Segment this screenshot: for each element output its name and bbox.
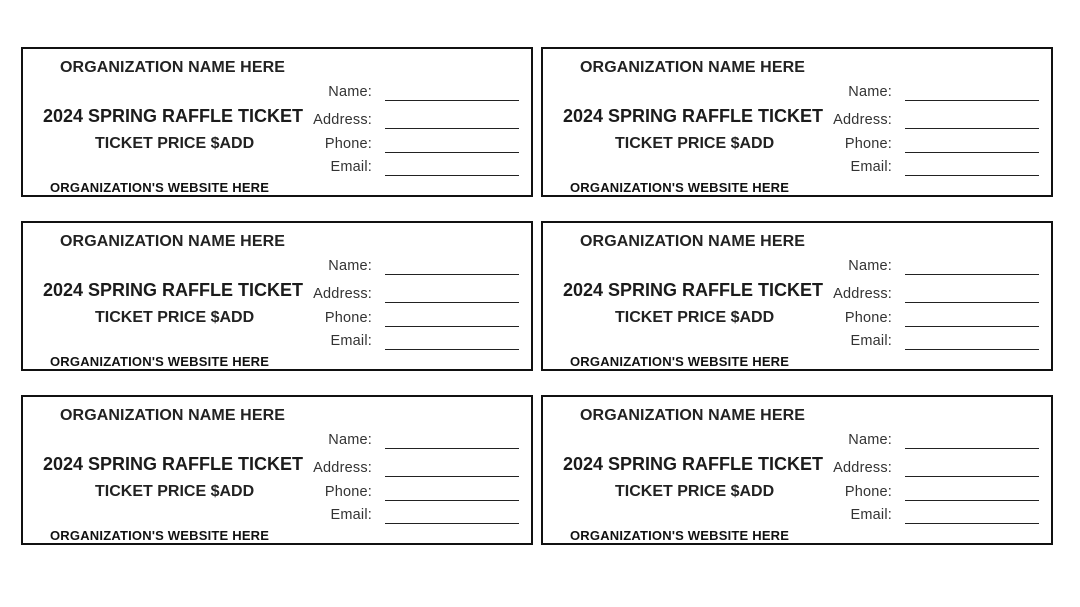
- raffle-title: 2024 SPRING RAFFLE TICKET: [43, 454, 304, 474]
- name-field-line: [385, 100, 519, 101]
- raffle-ticket-3: [21, 221, 533, 371]
- raffle-title: 2024 SPRING RAFFLE TICKET: [563, 454, 824, 474]
- raffle-ticket-1: [21, 47, 533, 197]
- phone-field-line: [385, 500, 519, 501]
- address-label: Address:: [833, 286, 892, 302]
- ticket-price: TICKET PRICE $ADD: [615, 483, 775, 500]
- name-field-line: [905, 100, 1039, 101]
- email-label: Email:: [850, 507, 892, 523]
- phone-label: Phone:: [324, 484, 372, 500]
- organization-website: ORGANIZATION'S WEBSITE HERE: [50, 528, 270, 543]
- address-label: Address:: [313, 112, 372, 128]
- email-field-line: [385, 523, 519, 524]
- phone-field-line: [905, 152, 1039, 153]
- email-field-line: [385, 175, 519, 176]
- ticket-price: TICKET PRICE $ADD: [95, 135, 255, 152]
- name-label: Name:: [848, 432, 892, 448]
- organization-name: ORGANIZATION NAME HERE: [60, 407, 286, 424]
- address-field-line: [385, 128, 519, 129]
- phone-label: Phone:: [844, 310, 892, 326]
- phone-label: Phone:: [324, 310, 372, 326]
- email-field-line: [905, 175, 1039, 176]
- email-field-line: [905, 523, 1039, 524]
- raffle-title: 2024 SPRING RAFFLE TICKET: [563, 106, 824, 126]
- raffle-ticket-6: [541, 395, 1053, 545]
- address-field-line: [385, 476, 519, 477]
- ticket-price: TICKET PRICE $ADD: [615, 309, 775, 326]
- name-field-line: [905, 274, 1039, 275]
- email-label: Email:: [330, 507, 372, 523]
- organization-website: ORGANIZATION'S WEBSITE HERE: [570, 180, 790, 195]
- raffle-ticket-2: [541, 47, 1053, 197]
- name-label: Name:: [848, 84, 892, 100]
- raffle-title: 2024 SPRING RAFFLE TICKET: [43, 106, 304, 126]
- organization-website: ORGANIZATION'S WEBSITE HERE: [570, 528, 790, 543]
- name-label: Name:: [328, 258, 372, 274]
- organization-name: ORGANIZATION NAME HERE: [580, 59, 806, 76]
- email-field-line: [905, 349, 1039, 350]
- address-field-line: [385, 302, 519, 303]
- address-label: Address:: [313, 460, 372, 476]
- name-label: Name:: [328, 432, 372, 448]
- organization-website: ORGANIZATION'S WEBSITE HERE: [50, 180, 270, 195]
- name-field-line: [385, 448, 519, 449]
- organization-website: ORGANIZATION'S WEBSITE HERE: [570, 354, 790, 369]
- name-label: Name:: [848, 258, 892, 274]
- address-field-line: [905, 476, 1039, 477]
- phone-field-line: [385, 152, 519, 153]
- address-field-line: [905, 128, 1039, 129]
- email-label: Email:: [330, 159, 372, 175]
- raffle-title: 2024 SPRING RAFFLE TICKET: [43, 280, 304, 300]
- email-label: Email:: [330, 333, 372, 349]
- name-label: Name:: [328, 84, 372, 100]
- address-label: Address:: [833, 112, 892, 128]
- address-field-line: [905, 302, 1039, 303]
- organization-website: ORGANIZATION'S WEBSITE HERE: [50, 354, 270, 369]
- email-label: Email:: [850, 333, 892, 349]
- address-label: Address:: [313, 286, 372, 302]
- raffle-title: 2024 SPRING RAFFLE TICKET: [563, 280, 824, 300]
- phone-field-line: [905, 326, 1039, 327]
- email-field-line: [385, 349, 519, 350]
- name-field-line: [385, 274, 519, 275]
- raffle-ticket-5: [21, 395, 533, 545]
- organization-name: ORGANIZATION NAME HERE: [60, 233, 286, 250]
- phone-label: Phone:: [324, 136, 372, 152]
- phone-label: Phone:: [844, 136, 892, 152]
- ticket-price: TICKET PRICE $ADD: [95, 483, 255, 500]
- organization-name: ORGANIZATION NAME HERE: [580, 407, 806, 424]
- organization-name: ORGANIZATION NAME HERE: [60, 59, 286, 76]
- raffle-ticket-4: [541, 221, 1053, 371]
- ticket-price: TICKET PRICE $ADD: [615, 135, 775, 152]
- address-label: Address:: [833, 460, 892, 476]
- organization-name: ORGANIZATION NAME HERE: [580, 233, 806, 250]
- phone-field-line: [905, 500, 1039, 501]
- phone-field-line: [385, 326, 519, 327]
- phone-label: Phone:: [844, 484, 892, 500]
- name-field-line: [905, 448, 1039, 449]
- email-label: Email:: [850, 159, 892, 175]
- ticket-price: TICKET PRICE $ADD: [95, 309, 255, 326]
